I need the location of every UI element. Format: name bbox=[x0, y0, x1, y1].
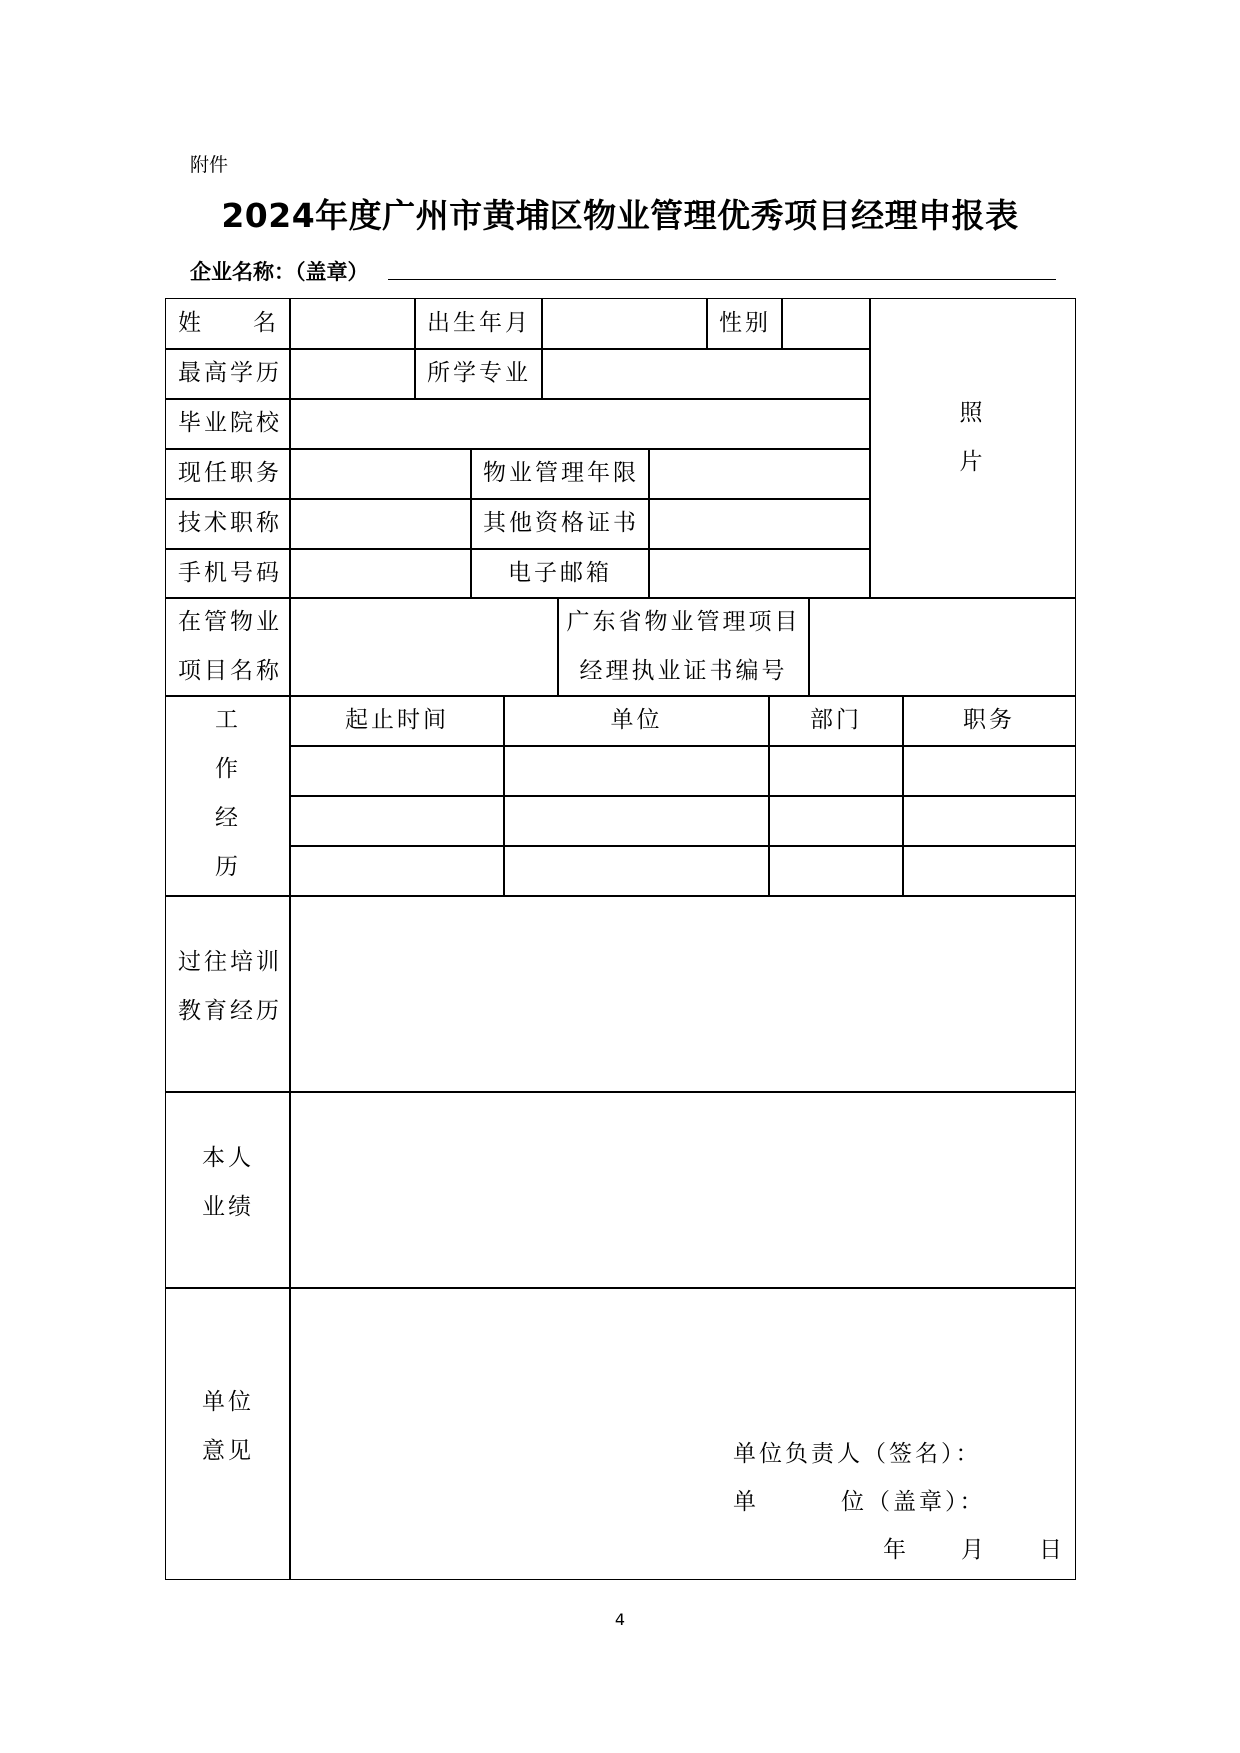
project-name-field[interactable] bbox=[289, 597, 559, 697]
work-cell[interactable] bbox=[289, 795, 505, 847]
form-title: 2024年度广州市黄埔区物业管理优秀项目经理申报表 bbox=[221, 196, 1019, 235]
company-name-field[interactable] bbox=[388, 279, 1056, 280]
phone-field[interactable] bbox=[289, 548, 472, 599]
name-label-char-1: 姓 bbox=[178, 310, 201, 336]
birth-field[interactable] bbox=[541, 298, 708, 350]
position-label: 现任职务 bbox=[165, 448, 291, 500]
date-day: 日 bbox=[1039, 1537, 1065, 1563]
gender-field[interactable] bbox=[781, 298, 871, 350]
date-year: 年 bbox=[883, 1537, 909, 1563]
work-label-char-1: 工 bbox=[215, 707, 241, 733]
major-field[interactable] bbox=[541, 348, 871, 400]
major-label: 所学专业 bbox=[414, 348, 543, 400]
work-header-dept: 部门 bbox=[768, 695, 904, 747]
tech-title-label: 技术职称 bbox=[165, 498, 291, 550]
company-name-label: 企业名称：（盖章） bbox=[190, 260, 369, 284]
work-label-char-4: 历 bbox=[215, 854, 241, 880]
work-cell[interactable] bbox=[768, 795, 904, 847]
work-header-unit: 单位 bbox=[503, 695, 770, 747]
cert-number-label-2: 经理执业证书编号 bbox=[579, 658, 788, 684]
training-label bbox=[165, 895, 291, 1093]
name-label-char-2: 名 bbox=[253, 310, 276, 336]
work-cell[interactable] bbox=[768, 745, 904, 797]
unit-seal-rest: 位（盖章）： bbox=[841, 1489, 986, 1515]
gender-label: 性别 bbox=[706, 298, 783, 350]
other-cert-field[interactable] bbox=[648, 498, 871, 550]
school-label: 毕业院校 bbox=[165, 398, 291, 450]
project-name-label bbox=[165, 597, 291, 697]
training-field[interactable] bbox=[289, 895, 1076, 1093]
school-field[interactable] bbox=[289, 398, 871, 450]
attachment-label: 附件 bbox=[190, 154, 229, 176]
performance-label-2: 业绩 bbox=[202, 1194, 254, 1220]
pm-years-field[interactable] bbox=[648, 448, 871, 500]
birth-label: 出生年月 bbox=[414, 298, 543, 350]
unit-seal-label bbox=[733, 1478, 986, 1527]
date-month: 月 bbox=[961, 1537, 987, 1563]
photo-label-1: 照 bbox=[959, 400, 986, 426]
work-header-period: 起止时间 bbox=[289, 695, 505, 747]
work-cell[interactable] bbox=[902, 845, 1076, 897]
performance-label-1: 本人 bbox=[202, 1145, 254, 1171]
unit-seal-char: 单 bbox=[733, 1489, 759, 1515]
work-cell[interactable] bbox=[289, 745, 505, 797]
work-cell[interactable] bbox=[902, 745, 1076, 797]
work-cell[interactable] bbox=[768, 845, 904, 897]
phone-label: 手机号码 bbox=[165, 548, 291, 599]
unit-opinion-field[interactable] bbox=[289, 1287, 1076, 1580]
cert-number-field[interactable] bbox=[808, 597, 1076, 697]
email-field[interactable] bbox=[648, 548, 871, 599]
photo-label-2: 片 bbox=[959, 449, 986, 475]
name-label bbox=[165, 298, 291, 350]
work-label-char-3: 经 bbox=[215, 805, 241, 831]
work-header-role: 职务 bbox=[902, 695, 1076, 747]
work-label-char-2: 作 bbox=[215, 756, 241, 782]
date-line bbox=[883, 1526, 1065, 1575]
work-cell[interactable] bbox=[289, 845, 505, 897]
cert-number-label-1: 广东省物业管理项目 bbox=[566, 609, 801, 635]
project-name-label-1: 在管物业 bbox=[178, 609, 282, 635]
unit-opinion-label bbox=[165, 1287, 291, 1580]
tech-title-field[interactable] bbox=[289, 498, 472, 550]
project-name-label-2: 项目名称 bbox=[178, 658, 282, 684]
unit-opinion-label-1: 单位 bbox=[202, 1389, 254, 1415]
work-cell[interactable] bbox=[902, 795, 1076, 847]
work-cell[interactable] bbox=[503, 795, 770, 847]
page-number: 4 bbox=[614, 1610, 626, 1629]
education-field[interactable] bbox=[289, 348, 416, 400]
education-label: 最高学历 bbox=[165, 348, 291, 400]
cert-number-label bbox=[557, 597, 810, 697]
training-label-2: 教育经历 bbox=[178, 998, 282, 1024]
name-field[interactable] bbox=[289, 298, 416, 350]
email-label: 电子邮箱 bbox=[470, 548, 650, 599]
performance-field[interactable] bbox=[289, 1091, 1076, 1289]
work-cell[interactable] bbox=[503, 845, 770, 897]
unit-opinion-label-2: 意见 bbox=[202, 1438, 254, 1464]
photo-box[interactable] bbox=[869, 298, 1076, 599]
work-cell[interactable] bbox=[503, 745, 770, 797]
performance-label bbox=[165, 1091, 291, 1289]
pm-years-label: 物业管理年限 bbox=[470, 448, 650, 500]
work-experience-label bbox=[165, 695, 291, 897]
training-label-1: 过往培训 bbox=[178, 949, 282, 975]
position-field[interactable] bbox=[289, 448, 472, 500]
other-cert-label: 其他资格证书 bbox=[470, 498, 650, 550]
signer-label: 单位负责人（签名）： bbox=[733, 1441, 982, 1467]
